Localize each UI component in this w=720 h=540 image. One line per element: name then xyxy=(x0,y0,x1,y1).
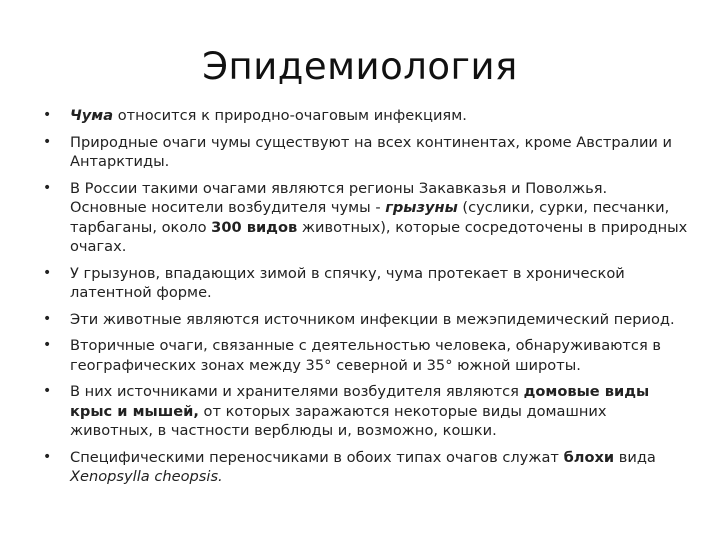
item-text: Специфическими переносчиками в обоих типах очагов служат xyxy=(70,448,564,466)
emphasis-term: блохи xyxy=(563,448,615,466)
species-name: Xenopsylla cheopsis. xyxy=(70,468,223,485)
emphasis-term: домовые виды крыс и мышей, xyxy=(70,383,650,420)
list-item xyxy=(40,264,688,303)
item-text: (суслики, сурки, песчанки, тарбаганы, около xyxy=(70,199,670,236)
bullet-icon: • xyxy=(43,264,52,281)
item-text: В России такими очагами являются регионы Закавказья и Поволжья. Основные носители возбудителя чумы - xyxy=(70,179,608,216)
list-item xyxy=(40,179,688,257)
list-item xyxy=(40,106,688,126)
bullet-icon: • xyxy=(43,383,52,399)
list-item xyxy=(40,310,688,330)
bullet-icon: • xyxy=(43,133,52,150)
slide-title: Эпидемиология xyxy=(202,45,518,88)
list-item xyxy=(40,382,688,441)
item-text: животных), которые сосредоточены в природных очагах. xyxy=(70,218,688,255)
item-text: В них источниками и хранителями возбудителя являются xyxy=(70,383,524,400)
list-item xyxy=(40,448,688,487)
item-text: вида xyxy=(614,448,656,466)
item-text: У грызунов, впадающих зимой в спячку, чума протекает в хронической латентной форме. xyxy=(70,264,625,301)
bullet-icon: • xyxy=(43,310,52,327)
emphasis-term: грызуны xyxy=(385,199,458,216)
bullet-icon: • xyxy=(43,448,52,465)
bullet-icon: • xyxy=(43,337,52,353)
item-text: Эти животные являются источником инфекции в межэпидемический период. xyxy=(70,310,675,328)
bullet-list xyxy=(40,106,688,494)
emphasis-term: 300 видов xyxy=(211,218,298,236)
item-text: Вторичные очаги, связанные с деятельностью человека, обнаруживаются в географических зонах между 35° северной и 35° южной широты. xyxy=(70,337,661,374)
item-text: от которых заражаются некоторые виды домашних животных, в частности верблюды и, возможно, кошки. xyxy=(70,402,607,439)
bullet-icon: • xyxy=(43,107,52,123)
item-text: относится к природно-очаговым инфекциям. xyxy=(113,107,467,124)
list-item xyxy=(40,133,688,172)
list-item xyxy=(40,336,688,375)
item-text: Природные очаги чумы существуют на всех континентах, кроме Австралии и Антарктиды. xyxy=(70,133,673,170)
emphasis-term: Чума xyxy=(70,107,114,124)
bullet-icon: • xyxy=(43,179,52,196)
